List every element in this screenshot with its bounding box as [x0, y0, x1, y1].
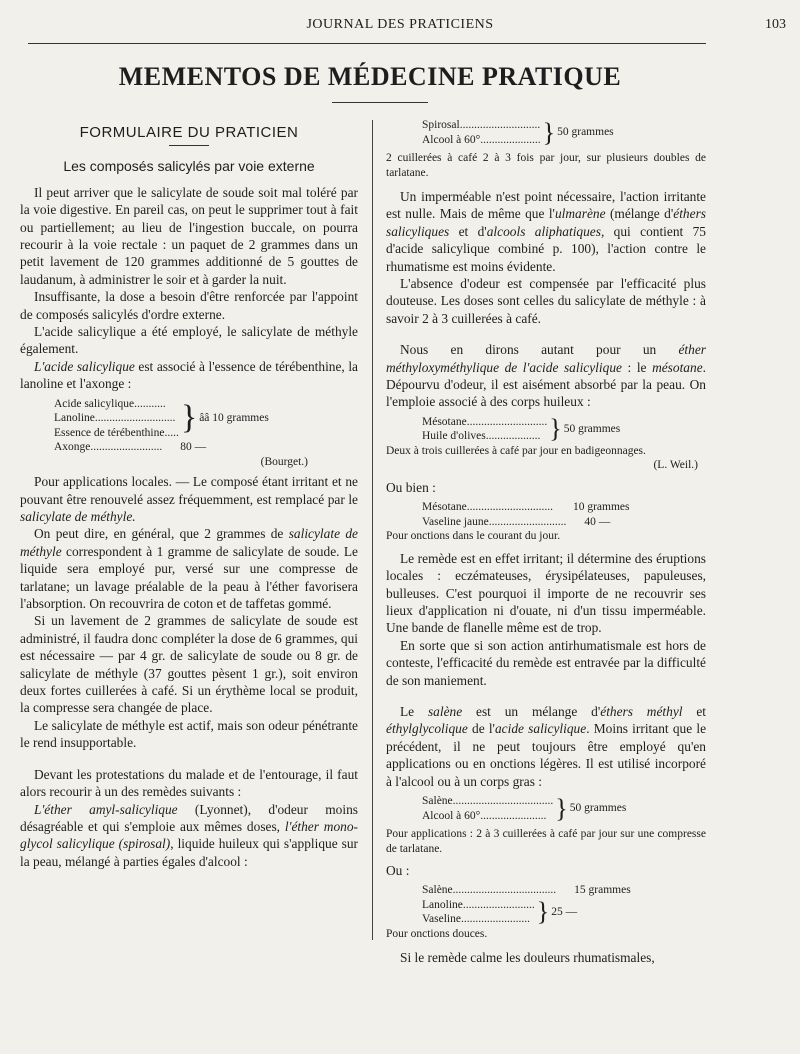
- text: Le: [400, 704, 428, 720]
- formula-ingredient: Mésotane............................: [422, 415, 548, 428]
- formula-group: [422, 415, 706, 444]
- formula-ingredient: Vaseline jaune........................... 40 —: [422, 515, 611, 528]
- formula-ingredient: Axonge......................... 80 —: [54, 441, 207, 454]
- ingredient-name: Essence de térébenthine: [54, 426, 165, 439]
- formula-ingredient: Vaseline........................: [422, 913, 530, 926]
- italic-term: acide salicylique: [494, 721, 587, 737]
- text: Un imperméable n'est point nécessaire, l'action irritante est nulle. Mais de même que l': [386, 189, 706, 222]
- header-rule: [28, 43, 706, 44]
- paragraph: [20, 358, 358, 393]
- ingredient-name: Vaseline jaune: [422, 515, 489, 528]
- ingredient-name: Alcool à 60°: [422, 809, 481, 822]
- right-column: [386, 118, 706, 967]
- paragraph: [20, 801, 358, 871]
- page-title: MEMENTOS DE MÉDECINE PRATIQUE: [118, 62, 622, 91]
- ingredient-name: Axonge: [54, 441, 91, 454]
- ingredient-name: Acide salicylique: [54, 397, 135, 410]
- italic-term: salicylate de méthyle: [20, 526, 358, 559]
- text: est un mélange d': [462, 704, 601, 720]
- paragraph: [386, 188, 706, 275]
- paragraph: Si le remède calme les douleurs rhumatismales,: [400, 950, 655, 966]
- formula-quantity: 50 grammes: [557, 126, 614, 139]
- paragraph: [20, 525, 358, 612]
- brace: }: [549, 414, 562, 444]
- formula-ingredient: Lanoline.........................: [422, 898, 535, 911]
- formula-note: Pour onctions dans le courant du jour.: [386, 530, 561, 543]
- ingredient-name: Lanoline: [54, 412, 95, 425]
- section-rule: [169, 145, 209, 146]
- paragraph: Le salicylate de méthyle est actif, mais son odeur pénétrante le rend insupportable.: [20, 717, 358, 751]
- paragraph: L'acide salicylique a été employé, le salicylate de méthyle également.: [20, 324, 358, 357]
- ingredient-name: Vaseline: [422, 913, 461, 926]
- italic-term: éthylglycolique: [386, 721, 468, 737]
- formula-ingredient: Acide salicylique...........: [54, 397, 166, 410]
- formula-1: [20, 397, 358, 470]
- paragraph: Il peut arriver que le salicylate de soude soit mal toléré par la voie digestive. En pareil cas, on peut le supprimer tout à fait ou partiellement; au lieu de l'ingestion buccale, on pourra recourir à la voie rectale : un paquet de 2 grammes dans un petit lavement de 120 grammes additionné de 5 gouttes de laudanum, à administrer le soir et à garder la nuit.: [20, 184, 358, 287]
- formula-ingredient: Huile d'olives...................: [422, 430, 541, 443]
- text: de l': [467, 721, 495, 737]
- formula-5: [386, 794, 706, 823]
- ingredient-name: Mésotane: [422, 501, 467, 514]
- paragraph: Si un lavement de 2 grammes de salicylate de soude est administré, il faudra donc compléter la dose de 6 grammes, qui est nécessaire — par 4 gr. de salicylate de soude ou 8 gr. de salicylate de méthyle (37 gouttes pèsent 1 gr.), soit environ deux fortes cuillerées à café. Si un érythème local se produit, la compresse sera changée de place.: [20, 613, 358, 716]
- ou-bien: Ou bien :: [386, 479, 436, 495]
- text: : le: [621, 359, 653, 375]
- italic-term: éther méthyloxyméthylique de l'acide salicylique: [386, 342, 706, 375]
- formula-ingredient: Alcool à 60°.....................: [422, 133, 541, 146]
- section-title: FORMULAIRE DU PRATICIEN: [79, 124, 299, 141]
- paragraph: [386, 703, 706, 790]
- paragraph: [386, 341, 706, 411]
- paragraph: [20, 473, 358, 525]
- formula-quantity: 15 grammes: [574, 884, 631, 897]
- formula-6: [386, 883, 706, 941]
- brace: }: [542, 117, 556, 147]
- ingredient-name: Mésotane: [422, 415, 467, 428]
- ingredient-name: Lanoline: [422, 898, 463, 911]
- formula-group: [422, 898, 706, 927]
- formula-note: Pour applications : 2 à 3 cuillerées à café par jour sur une compresse de tarlatane.: [386, 828, 706, 855]
- text: correspondent à 1 gramme de salicylate de soude. Le liquide sera employé pur, versé sur une compresse de tarlatane; un lavage préalable de la peau à l'éther favorisera l'absorption. On recouvrira de coton et de taffetas gommé.: [20, 543, 358, 612]
- text: , liquide huileux qui s'applique sur la peau, mélangé à parties égales d'alcool :: [20, 836, 358, 869]
- text: . Moins irritant que le précédent, il ne peut toujours être employé qu'en applications ou en onctions légères. Il est utilisé incorporé à l'alcool ou à un corps gras :: [386, 721, 707, 789]
- formula-names: [54, 397, 179, 441]
- paragraph: En sorte que si son action antirhumatismale est hors de conteste, l'efficacité du remède est entravée par la difficulté de son maniement.: [386, 637, 706, 688]
- formula-quantity: 80 —: [180, 441, 207, 454]
- formula-names: [422, 794, 553, 823]
- formula-note: 2 cuillerées à café 2 à 3 fois par jour, sur plusieurs doubles de tarlatane.: [386, 152, 706, 179]
- text: et: [682, 704, 706, 720]
- formula-source: (Bourget.): [260, 455, 308, 468]
- formula-note: Pour onctions douces.: [386, 927, 488, 940]
- brace: }: [180, 399, 198, 437]
- formula-source: (L. Weil.): [653, 459, 698, 472]
- italic-term: l'éther mono-glycol salicylique (spirosal): [20, 818, 358, 852]
- column-divider: [372, 120, 373, 940]
- formula-ingredient: Essence de térébenthine.....: [54, 426, 179, 439]
- formula-ingredient: Mésotane.............................. 10 grammes: [422, 501, 630, 514]
- formula-group: [54, 397, 358, 441]
- paragraph: Insuffisante, la dose a besoin d'être renforcée par l'appoint de composés salicylés d'ordre externe.: [20, 289, 358, 322]
- formula-quantity: 40 —: [584, 515, 611, 528]
- ingredient-name: Salène: [422, 884, 453, 897]
- subsection-title: Les composés salicylés par voie externe: [63, 158, 315, 175]
- formula-note: Deux à trois cuillerées à café par jour en badigeonnages.: [386, 444, 646, 457]
- italic-term: éthers salicyliques: [386, 206, 706, 239]
- italic-term: L'acide salicylique: [34, 358, 135, 374]
- formula-quantity: 50 grammes: [569, 802, 627, 815]
- paragraph: L'absence d'odeur est compensée par l'efficacité plus douteuse. Les doses sont celles du salicylate de méthyle : à savoir 2 à 3 cuillerées à café.: [386, 276, 706, 326]
- ingredient-name: Spirosal: [422, 119, 460, 131]
- page-number: 103: [765, 17, 786, 32]
- formula-quantity: 25 —: [551, 906, 578, 919]
- brace: }: [555, 793, 568, 823]
- text: On peut dire, en général, que 2 grammes de: [34, 526, 289, 542]
- text: (Lyonnet), d'odeur moins désagréable et qui s'emploie aux mêmes doses,: [20, 801, 359, 834]
- left-column: [20, 118, 358, 870]
- paragraph: Le remède est en effet irritant; il détermine des éruptions locales : eczémateuses, érysipélateuses, papuleuses, bulleuses. C'est pourquoi il importe de ne recouvrir ses lieux d'application ni d'ouate, ni d'un tissu imperméable. Une bande de flanelle même est de trop.: [386, 550, 706, 636]
- ingredient-name: Huile d'olives: [422, 430, 486, 443]
- formula-group: [422, 118, 706, 147]
- italic-term: salicylate de méthyle.: [20, 509, 136, 524]
- ingredient-name: Alcool à 60°: [422, 133, 481, 146]
- formula-names: [422, 118, 541, 147]
- formula-names: [422, 415, 547, 444]
- formula-quantity: ââ 10 grammes: [199, 412, 269, 425]
- brace: }: [536, 897, 550, 927]
- formula-ingredient: Salène.................................... 15 grammes: [422, 884, 631, 897]
- formula-quantity: 10 grammes: [572, 501, 630, 514]
- ou: Ou :: [386, 863, 410, 879]
- formula-2: [386, 118, 706, 147]
- text: est associé à l'essence de térébenthine, la lanoline et l'axonge :: [20, 358, 358, 392]
- formula-ingredient: Spirosal............................: [422, 119, 541, 131]
- formula-ingredient: Alcool à 60°.......................: [422, 809, 547, 822]
- text: Nous en dirons autant pour un: [400, 342, 679, 358]
- formula-group: [422, 794, 706, 823]
- italic-term: L'éther amyl-salicylique: [34, 801, 178, 817]
- text: , qui contient 75 d'acide salicylique combiné p. 100), l'action contre le rhumatisme est moins évidente.: [386, 223, 707, 274]
- running-header: [0, 14, 800, 36]
- ingredient-name: Salène: [422, 795, 453, 808]
- formula-names: [422, 898, 535, 927]
- title-rule: [332, 102, 428, 103]
- formula-3: [386, 415, 706, 473]
- running-title: JOURNAL DES PRATICIENS: [306, 17, 494, 32]
- italic-term: éthers méthyl: [600, 704, 683, 720]
- text: Pour applications locales. — Le composé étant irritant et ne pouvant être renouvelé assez fréquemment, est remplacé par le: [20, 474, 358, 507]
- italic-term: mésotane: [652, 359, 703, 375]
- text: (mélange d': [605, 206, 674, 222]
- paragraph: Devant les protestations du malade et de l'entourage, il faut alors recourir à un des remèdes suivants :: [20, 766, 358, 800]
- text: et d': [449, 223, 487, 239]
- formula-4: [386, 500, 706, 544]
- formula-quantity: 50 grammes: [563, 423, 621, 436]
- formula-ingredient: Lanoline............................: [54, 412, 176, 425]
- italic-term: salène: [427, 704, 463, 720]
- italic-term: ulmarène: [554, 206, 606, 222]
- italic-term: alcools aliphatiques: [486, 223, 601, 239]
- text: . Dépourvu d'odeur, il est aisément absorbé par la peau. On l'emploie associé à des corps huileux :: [386, 359, 706, 410]
- formula-ingredient: Salène...................................: [422, 795, 554, 808]
